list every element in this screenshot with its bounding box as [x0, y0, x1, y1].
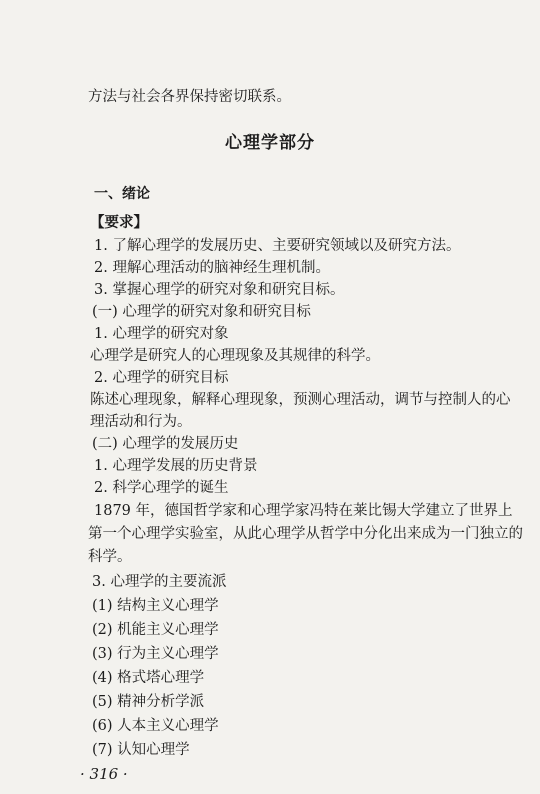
school-item: (5) 精神分析学派: [92, 694, 205, 710]
school-item: (1) 结构主义心理学: [92, 598, 219, 614]
page-number: · 316 ·: [80, 765, 128, 783]
page-title: 心理学部分: [225, 133, 315, 153]
school-item: (4) 格式塔心理学: [92, 670, 205, 686]
body-text: 理活动和行为。: [90, 414, 192, 430]
body-text: 陈述心理现象，解释心理现象，预测心理活动，调节与控制人的心: [90, 392, 511, 408]
section-heading: 一、绪论: [94, 186, 150, 202]
body-text: 1879 年，德国哲学家和心理学家冯特在莱比锡大学建立了世界上: [94, 503, 513, 519]
continuation-text: 方法与社会各界保持密切联系。: [88, 89, 291, 105]
body-text: 心理学是研究人的心理现象及其规律的科学。: [90, 348, 380, 364]
school-item: (6) 人本主义心理学: [92, 718, 219, 734]
school-item: (2) 机能主义心理学: [92, 622, 219, 638]
item-heading: 2. 心理学的研究目标: [94, 370, 229, 386]
requirement-item: 3. 掌握心理学的研究对象和研究目标。: [94, 282, 345, 298]
subsection-heading: (二) 心理学的发展历史: [92, 436, 239, 452]
subsection-heading: (一) 心理学的研究对象和研究目标: [92, 304, 311, 320]
item-heading: 1. 心理学的研究对象: [94, 326, 229, 342]
body-text: 科学。: [88, 549, 132, 565]
item-heading: 2. 科学心理学的诞生: [94, 480, 229, 496]
requirement-item: 2. 理解心理活动的脑神经生理机制。: [94, 260, 330, 276]
item-heading: 3. 心理学的主要流派: [92, 574, 227, 590]
school-item: (7) 认知心理学: [92, 742, 190, 758]
requirements-label: 【要求】: [90, 214, 148, 231]
school-item: (3) 行为主义心理学: [92, 646, 219, 662]
item-heading: 1. 心理学发展的历史背景: [94, 458, 258, 474]
requirement-item: 1. 了解心理学的发展历史、主要研究领域以及研究方法。: [94, 238, 461, 254]
body-text: 第一个心理学实验室，从此心理学从哲学中分化出来成为一门独立的: [88, 526, 523, 542]
